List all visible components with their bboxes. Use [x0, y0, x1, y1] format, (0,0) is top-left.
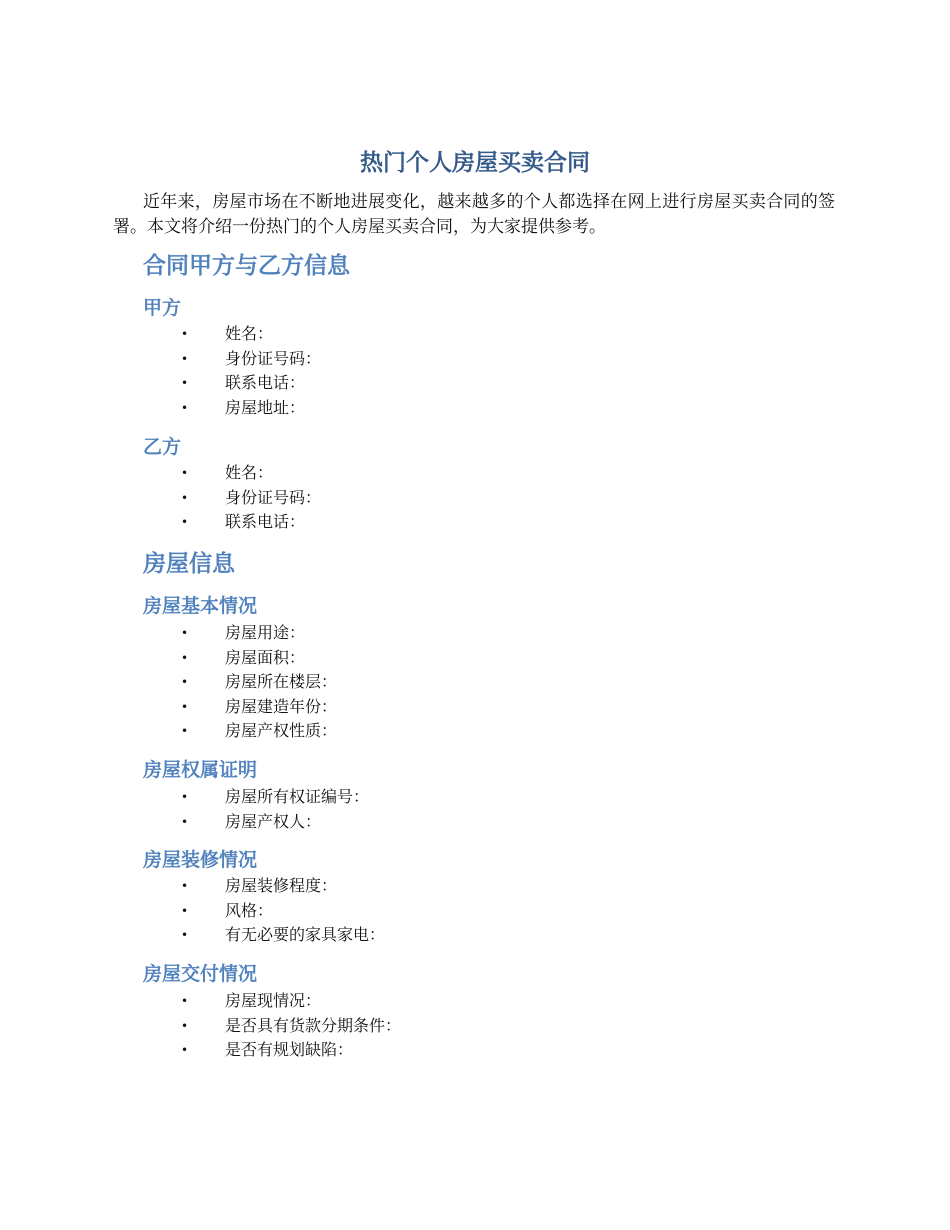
bullet-icon: •	[181, 699, 189, 714]
list-item-label: 房屋地址：	[225, 397, 306, 417]
bullet-icon: •	[181, 994, 189, 1008]
list-item-label: 是否有规划缺陷：	[225, 1040, 354, 1060]
subsection-heading-party-a: 甲方	[143, 297, 182, 319]
list-item-label: 是否具有货款分期条件：	[225, 1015, 402, 1035]
subsection-heading-ownership: 房屋权属证明	[143, 759, 258, 781]
bullet-icon: •	[181, 879, 189, 893]
list-item-label: 房屋装修程度：	[225, 876, 338, 895]
bullet-icon: •	[181, 790, 189, 804]
bullet-icon: •	[181, 1043, 189, 1058]
list-item-label: 房屋现情况：	[225, 991, 322, 1010]
document-title: 热门个人房屋买卖合同	[360, 150, 590, 176]
bullet-icon: •	[181, 903, 189, 918]
intro-paragraph: 近年来，房屋市场在不断地进展变化，越来越多的个人都选择在网上进行房屋买卖合同的签署。本文将介绍一份热门的个人房屋买卖合同，为大家提供参考。	[113, 192, 835, 237]
subsection-heading-delivery: 房屋交付情况	[143, 963, 258, 985]
bullet-icon: •	[181, 928, 189, 943]
section-heading-house-info: 房屋信息	[143, 551, 235, 577]
list-item-label: 房屋产权人：	[225, 811, 322, 831]
list-item-label: 姓名：	[225, 463, 274, 482]
list-item-label: 风格：	[225, 900, 274, 920]
bullet-icon: •	[181, 351, 189, 366]
subsection-heading-decoration: 房屋装修情况	[143, 849, 258, 871]
bullet-icon: •	[181, 400, 189, 415]
bullet-icon: •	[181, 490, 189, 505]
bullet-icon: •	[181, 626, 189, 640]
list-item-label: 房屋建造年份：	[225, 696, 338, 716]
bullet-icon: •	[181, 1018, 189, 1033]
list-item-label: 身份证号码：	[225, 348, 322, 368]
bullet-icon: •	[181, 814, 189, 829]
bullet-icon: •	[181, 675, 189, 690]
bullet-icon: •	[181, 466, 189, 480]
list-item-label: 房屋所在楼层：	[225, 672, 338, 692]
subsection-heading-party-b: 乙方	[143, 436, 182, 458]
bullet-icon: •	[181, 650, 189, 665]
list-item-label: 房屋所有权证编号：	[225, 787, 370, 806]
subsection-heading-basic: 房屋基本情况	[143, 595, 258, 617]
list-item-label: 身份证号码：	[225, 487, 322, 507]
list-item-label: 房屋面积：	[225, 647, 306, 667]
bullet-icon: •	[181, 724, 189, 739]
list-item-label: 联系电话：	[225, 512, 306, 532]
list-item-label: 房屋用途：	[225, 623, 306, 642]
bullet-icon: •	[181, 376, 189, 391]
bullet-icon: •	[181, 327, 189, 341]
section-heading-parties: 合同甲方与乙方信息	[143, 253, 350, 279]
bullet-icon: •	[181, 515, 189, 530]
list-item-label: 房屋产权性质：	[225, 721, 338, 741]
list-item-label: 有无必要的家具家电：	[225, 925, 386, 945]
list-item-label: 联系电话：	[225, 373, 306, 393]
list-item-label: 姓名：	[225, 324, 274, 343]
